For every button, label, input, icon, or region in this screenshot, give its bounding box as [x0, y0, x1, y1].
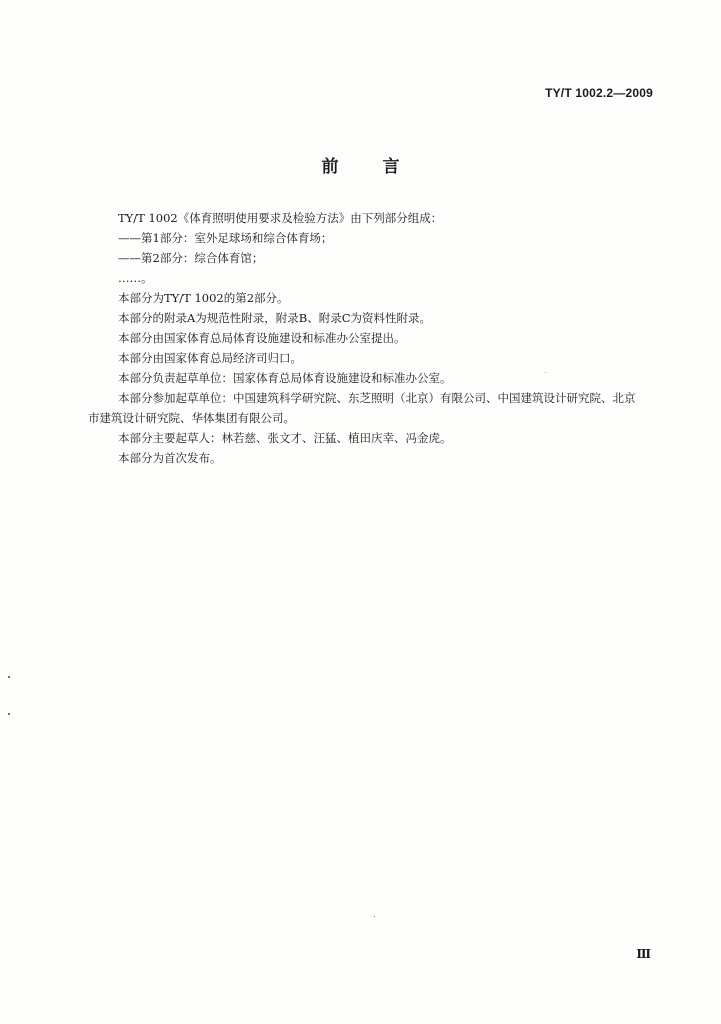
paragraph-part-2: ——第2部分：综合体育馆；: [118, 251, 264, 265]
paragraph-proposed-by: 本部分由国家体育总局体育设施建设和标准办公室提出。: [118, 331, 406, 345]
scan-speck: [8, 676, 10, 678]
paragraph-this-part: 本部分为TY/T 1002的第2部分。: [118, 291, 289, 305]
page-title: 前言: [321, 157, 444, 177]
paragraph-participating-units-cont: 市建筑设计研究院、华体集团有限公司。: [88, 411, 295, 425]
scan-speck: [545, 372, 546, 373]
paragraph-part-1: ——第1部分：室外足球场和综合体育场；: [118, 231, 333, 245]
paragraph-under-jurisdiction: 本部分由国家体育总局经济司归口。: [118, 351, 302, 365]
paragraph-parts-intro: TY/T 1002《体育照明使用要求及检验方法》由下列部分组成：: [118, 211, 443, 225]
paragraph-drafting-unit: 本部分负责起草单位：国家体育总局体育设施建设和标准办公室。: [118, 371, 452, 385]
document-code: TY/T 1002.2—2009: [545, 86, 653, 100]
page-number: Ⅲ: [636, 947, 651, 961]
paragraph-drafters: 本部分主要起草人：林若慈、张文才、汪猛、植田庆幸、冯金虎。: [118, 431, 452, 445]
scan-speck: [374, 916, 375, 917]
paragraph-participating-units: 本部分参加起草单位：中国建筑科学研究院、东芝照明（北京）有限公司、中国建筑设计研究院、北京: [118, 391, 636, 405]
paragraph-first-release: 本部分为首次发布。: [118, 451, 222, 465]
paragraph-annexes: 本部分的附录A为规范性附录，附录B、附录C为资料性附录。: [118, 311, 432, 325]
foreword-body: [88, 208, 668, 468]
paragraph-ellipsis: ……。: [118, 271, 153, 285]
scan-speck: [8, 713, 10, 715]
